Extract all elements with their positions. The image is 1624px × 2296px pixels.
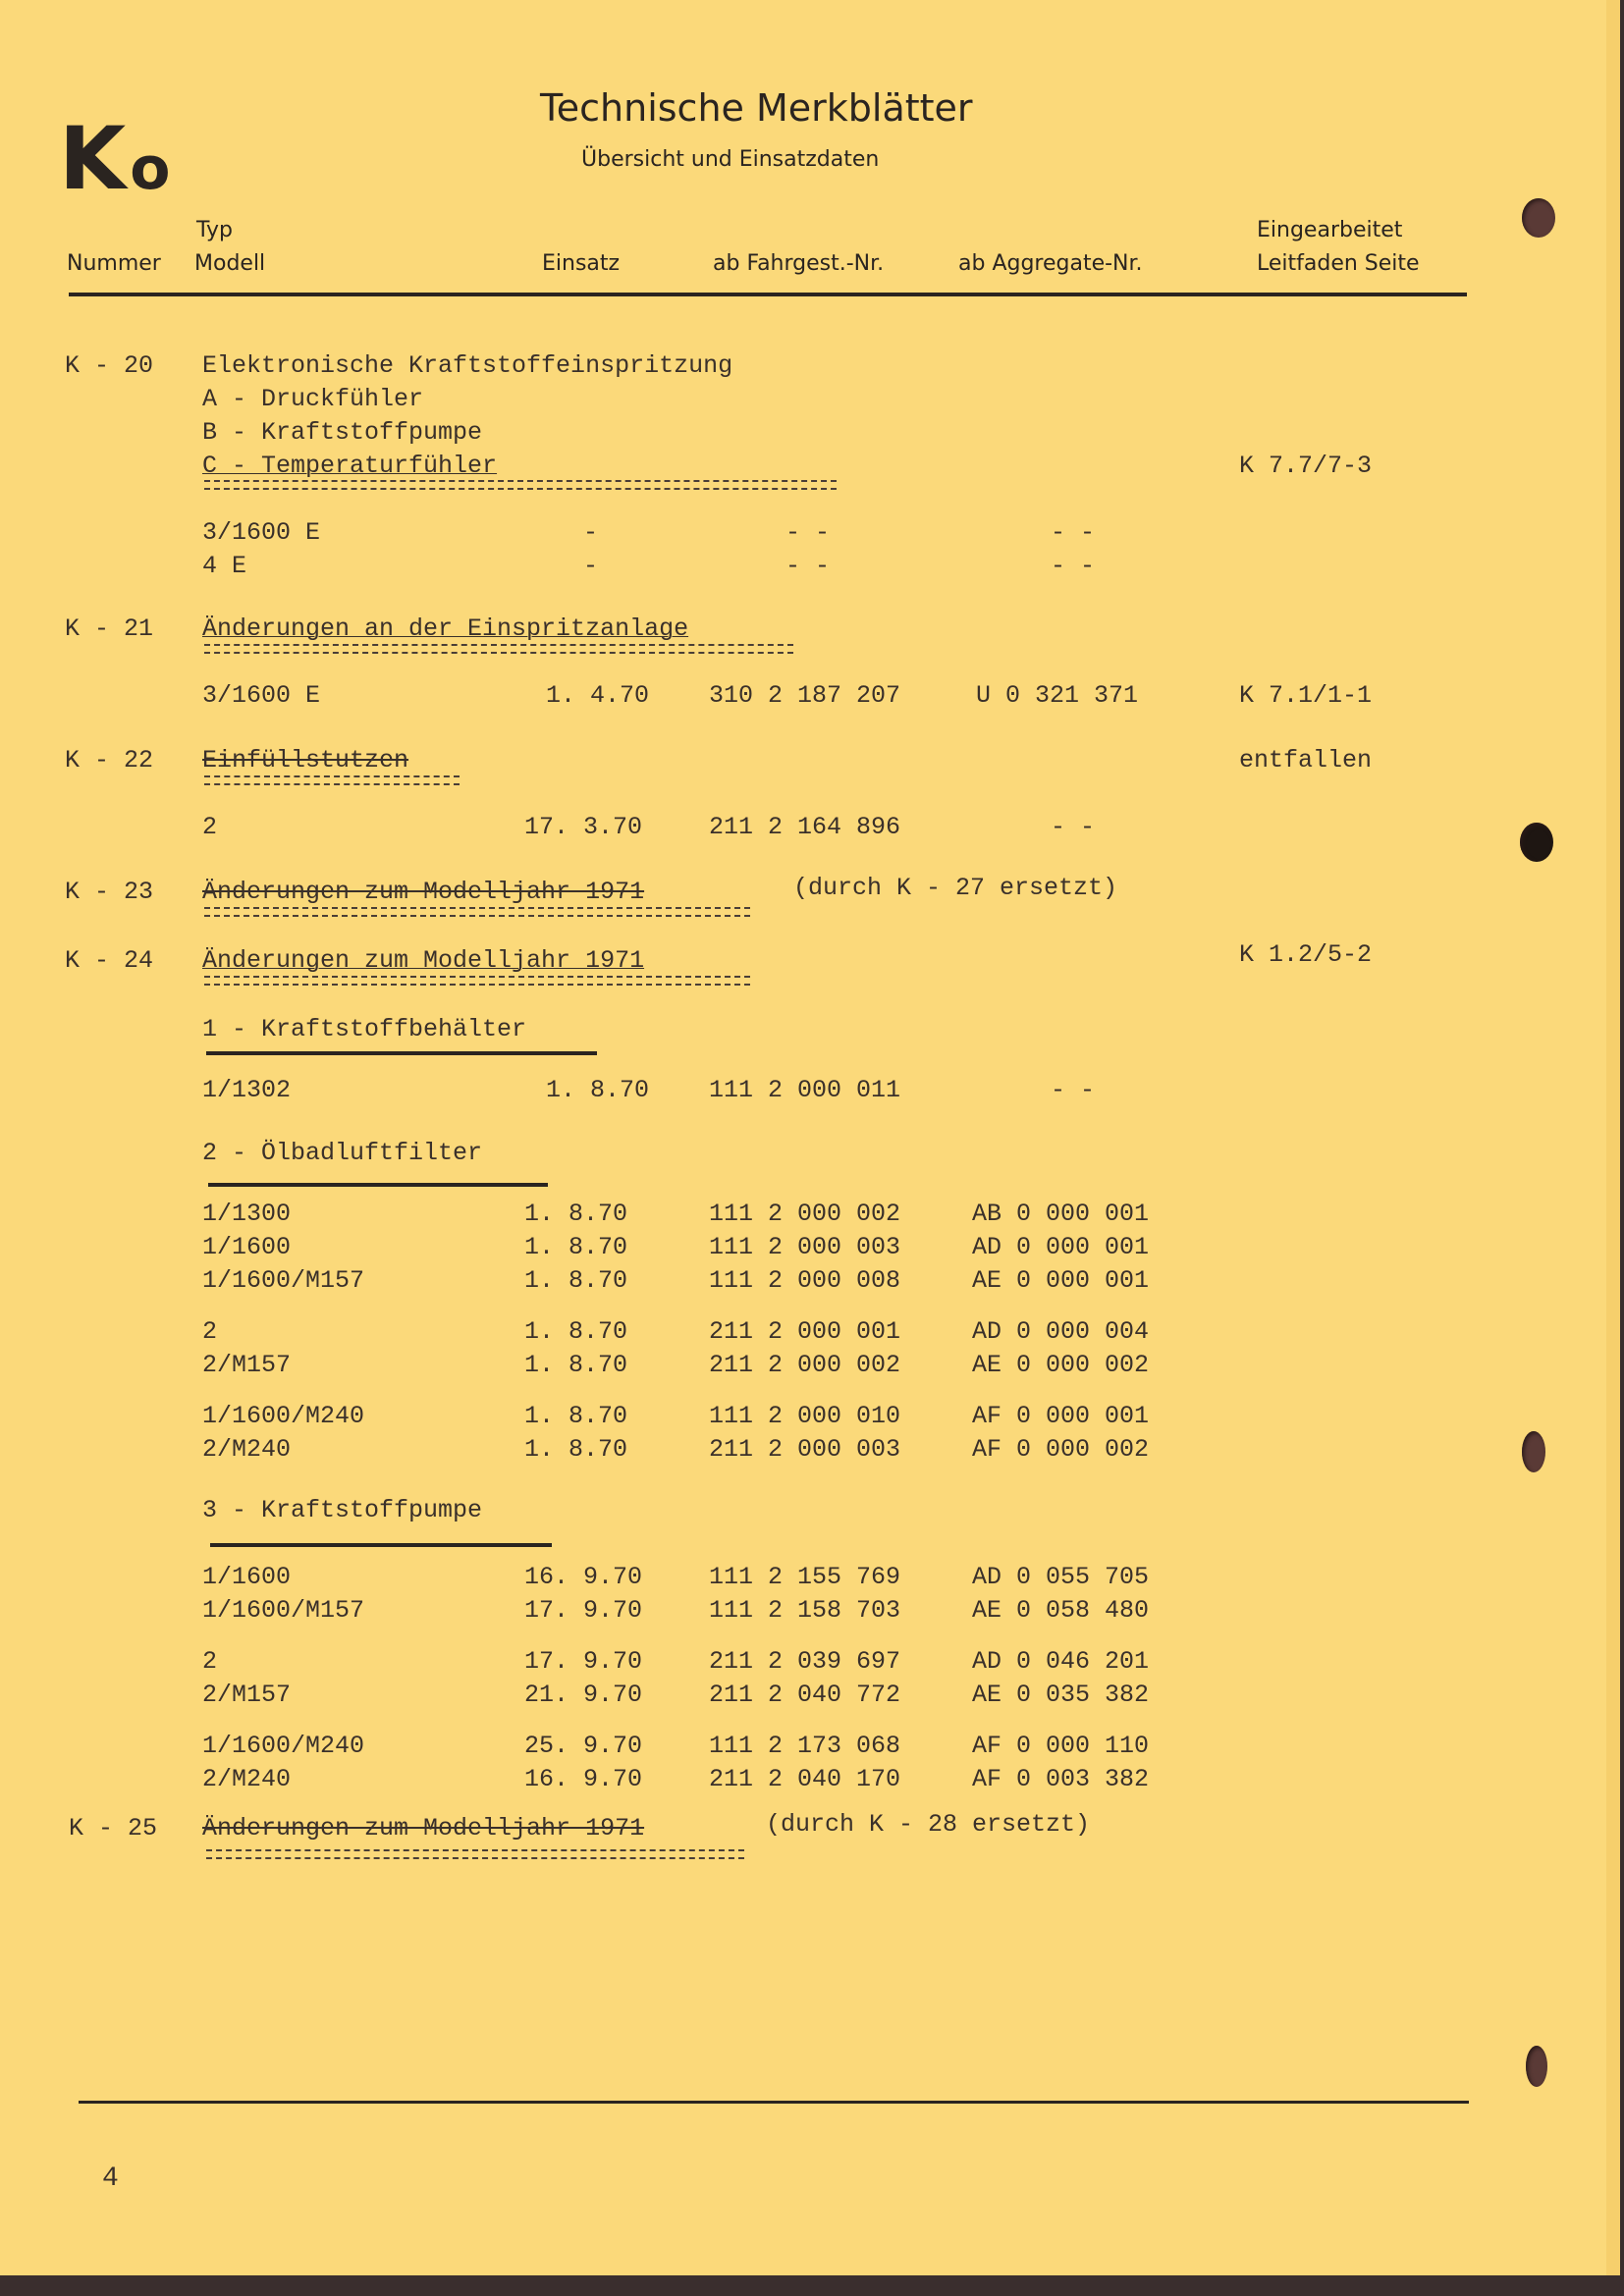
k21-nummer: K - 21: [65, 614, 154, 643]
binder-hole: [1526, 2046, 1547, 2087]
k24-row-modell: 2/M240: [202, 1435, 292, 1464]
k22-nummer: K - 22: [65, 746, 154, 774]
page-number: 4: [102, 2163, 119, 2194]
k24-row-fahrgest: 211 2 000 003: [709, 1435, 901, 1464]
k24-row-modell: 2: [202, 1647, 218, 1676]
k25-nummer: K - 25: [69, 1814, 158, 1842]
k24-row-aggregate: AE 0 035 382: [972, 1681, 1150, 1709]
k22-row-einsatz: 17. 3.70: [524, 813, 643, 841]
k20-leitfaden: K 7.7/7-3: [1239, 452, 1373, 480]
k21-row-einsatz: 1. 4.70: [546, 681, 650, 710]
k24-row-modell: 1/1302: [202, 1076, 292, 1104]
binder-hole: [1522, 1431, 1545, 1472]
k20-row-einsatz: -: [583, 552, 599, 580]
k20-nummer: K - 20: [65, 351, 154, 380]
k20-row-fahrgest: - -: [785, 552, 831, 580]
double-underline: [204, 907, 750, 917]
k23-nummer: K - 23: [65, 878, 154, 906]
k24-row-einsatz: 1. 8.70: [524, 1402, 628, 1430]
k24-title: Änderungen zum Modelljahr 1971: [202, 946, 645, 975]
k24-row-fahrgest: 211 2 000 001: [709, 1317, 901, 1346]
group-rule: [208, 1183, 548, 1187]
k23-title: Änderungen zum Modelljahr 1971: [202, 878, 645, 906]
k24-row-fahrgest: 211 2 039 697: [709, 1647, 901, 1676]
k24-row-modell: 1/1600/M157: [202, 1266, 365, 1295]
k20-row-modell: 3/1600 E: [202, 518, 321, 547]
footer-rule: [79, 2101, 1469, 2104]
k24-row-aggregate: AD 0 046 201: [972, 1647, 1150, 1676]
k20-row-einsatz: -: [583, 518, 599, 547]
k24-row-fahrgest: 111 2 000 008: [709, 1266, 901, 1295]
double-underline: [204, 775, 460, 785]
k24-row-aggregate: AF 0 003 382: [972, 1765, 1150, 1793]
col-header-nummer: Nummer: [67, 251, 161, 276]
k24-row-einsatz: 1. 8.70: [524, 1266, 628, 1295]
k22-row-modell: 2: [202, 813, 218, 841]
k20-title: Elektronische Kraftstoffeinspritzung: [202, 351, 733, 380]
col-header-aggregate: ab Aggregate-Nr.: [958, 251, 1143, 276]
k24-row-fahrgest: 111 2 000 003: [709, 1233, 901, 1261]
k20-sub-b: B - Kraftstoffpumpe: [202, 418, 483, 447]
k22-row-fahrgest: 211 2 164 896: [709, 813, 901, 841]
double-underline: [204, 644, 793, 654]
k24-row-modell: 1/1600/M240: [202, 1402, 365, 1430]
k25-note: (durch K - 28 ersetzt): [766, 1810, 1091, 1839]
k24-row-fahrgest: 111 2 000 002: [709, 1200, 901, 1228]
group-rule: [206, 1051, 597, 1055]
k20-sub-c: C - Temperaturfühler: [202, 452, 498, 480]
binder-hole: [1520, 823, 1553, 862]
k24-row-modell: 2: [202, 1317, 218, 1346]
k20-row-modell: 4 E: [202, 552, 247, 580]
k24-row-aggregate: AE 0 000 001: [972, 1266, 1150, 1295]
k23-note: (durch K - 27 ersetzt): [793, 874, 1118, 902]
col-header-leitfaden: Leitfaden Seite: [1257, 251, 1420, 276]
k24-row-einsatz: 25. 9.70: [524, 1732, 643, 1760]
k24-row-fahrgest: 111 2 000 011: [709, 1076, 901, 1104]
k24-row-modell: 1/1300: [202, 1200, 292, 1228]
k20-row-aggregate: - -: [1051, 518, 1096, 547]
k24-row-fahrgest: 111 2 155 769: [709, 1563, 901, 1591]
col-header-einsatz: Einsatz: [542, 251, 621, 276]
k22-row-aggregate: - -: [1051, 813, 1096, 841]
k24-row-einsatz: 17. 9.70: [524, 1596, 643, 1625]
k24-row-einsatz: 1. 8.70: [524, 1351, 628, 1379]
k20-sub-a: A - Druckfühler: [202, 385, 424, 413]
section-logo: [59, 108, 168, 209]
k22-title: Einfüllstutzen: [202, 746, 409, 774]
k24-group-title: 1 - Kraftstoffbehälter: [202, 1015, 527, 1043]
k24-row-fahrgest: 111 2 173 068: [709, 1732, 901, 1760]
k24-row-fahrgest: 211 2 000 002: [709, 1351, 901, 1379]
k24-row-modell: 2/M240: [202, 1765, 292, 1793]
k24-row-aggregate: AD 0 000 004: [972, 1317, 1150, 1346]
k24-row-modell: 2/M157: [202, 1351, 292, 1379]
k24-row-einsatz: 1. 8.70: [524, 1200, 628, 1228]
col-header-eingearbeitet: Eingearbeitet: [1257, 218, 1403, 242]
page-title: Technische Merkblätter: [540, 86, 973, 130]
k24-nummer: K - 24: [65, 946, 154, 975]
k24-row-fahrgest: 111 2 000 010: [709, 1402, 901, 1430]
k24-row-modell: 2/M157: [202, 1681, 292, 1709]
col-header-fahrgest: ab Fahrgest.-Nr.: [713, 251, 885, 276]
col-header-modell: Modell: [194, 251, 266, 276]
k24-row-einsatz: 1. 8.70: [524, 1435, 628, 1464]
k20-row-fahrgest: - -: [785, 518, 831, 547]
k24-row-aggregate: AD 0 055 705: [972, 1563, 1150, 1591]
k24-row-aggregate: AB 0 000 001: [972, 1200, 1150, 1228]
k24-row-modell: 1/1600/M157: [202, 1596, 365, 1625]
k24-group-title: 3 - Kraftstoffpumpe: [202, 1496, 483, 1524]
header-rule: [69, 293, 1467, 296]
k24-row-modell: 1/1600: [202, 1233, 292, 1261]
k21-row-aggregate: U 0 321 371: [976, 681, 1139, 710]
logo-main: K: [59, 108, 125, 209]
k24-row-aggregate: - -: [1051, 1076, 1096, 1104]
page-subtitle: Übersicht und Einsatzdaten: [581, 147, 880, 172]
k24-row-aggregate: AE 0 000 002: [972, 1351, 1150, 1379]
k24-row-einsatz: 16. 9.70: [524, 1563, 643, 1591]
double-underline: [204, 976, 750, 986]
binder-hole: [1522, 198, 1555, 238]
k24-row-aggregate: AE 0 058 480: [972, 1596, 1150, 1625]
k22-leitfaden: entfallen: [1239, 746, 1373, 774]
k20-row-aggregate: - -: [1051, 552, 1096, 580]
k24-row-modell: 1/1600/M240: [202, 1732, 365, 1760]
k21-row-modell: 3/1600 E: [202, 681, 321, 710]
group-rule: [210, 1543, 552, 1547]
k24-row-modell: 1/1600: [202, 1563, 292, 1591]
page-edge: [1606, 0, 1620, 2275]
k24-row-einsatz: 16. 9.70: [524, 1765, 643, 1793]
k24-row-fahrgest: 111 2 158 703: [709, 1596, 901, 1625]
k24-group-title: 2 - Ölbadluftfilter: [202, 1139, 483, 1167]
k21-row-leitfaden: K 7.1/1-1: [1239, 681, 1373, 710]
logo-sub: o: [130, 134, 169, 203]
double-underline: [204, 480, 837, 490]
k21-title: Änderungen an der Einspritzanlage: [202, 614, 689, 643]
k24-row-einsatz: 21. 9.70: [524, 1681, 643, 1709]
k24-row-fahrgest: 211 2 040 170: [709, 1765, 901, 1793]
k24-row-einsatz: 1. 8.70: [524, 1317, 628, 1346]
k24-row-aggregate: AF 0 000 001: [972, 1402, 1150, 1430]
k24-row-aggregate: AF 0 000 110: [972, 1732, 1150, 1760]
k21-row-fahrgest: 310 2 187 207: [709, 681, 901, 710]
k24-row-einsatz: 1. 8.70: [546, 1076, 650, 1104]
k24-leitfaden: K 1.2/5-2: [1239, 940, 1373, 969]
k24-row-fahrgest: 211 2 040 772: [709, 1681, 901, 1709]
double-underline: [206, 1849, 744, 1859]
col-header-typ: Typ: [196, 218, 233, 242]
k25-title: Änderungen zum Modelljahr 1971: [202, 1814, 645, 1842]
k24-row-aggregate: AF 0 000 002: [972, 1435, 1150, 1464]
k24-row-einsatz: 17. 9.70: [524, 1647, 643, 1676]
k24-row-aggregate: AD 0 000 001: [972, 1233, 1150, 1261]
k24-row-einsatz: 1. 8.70: [524, 1233, 628, 1261]
